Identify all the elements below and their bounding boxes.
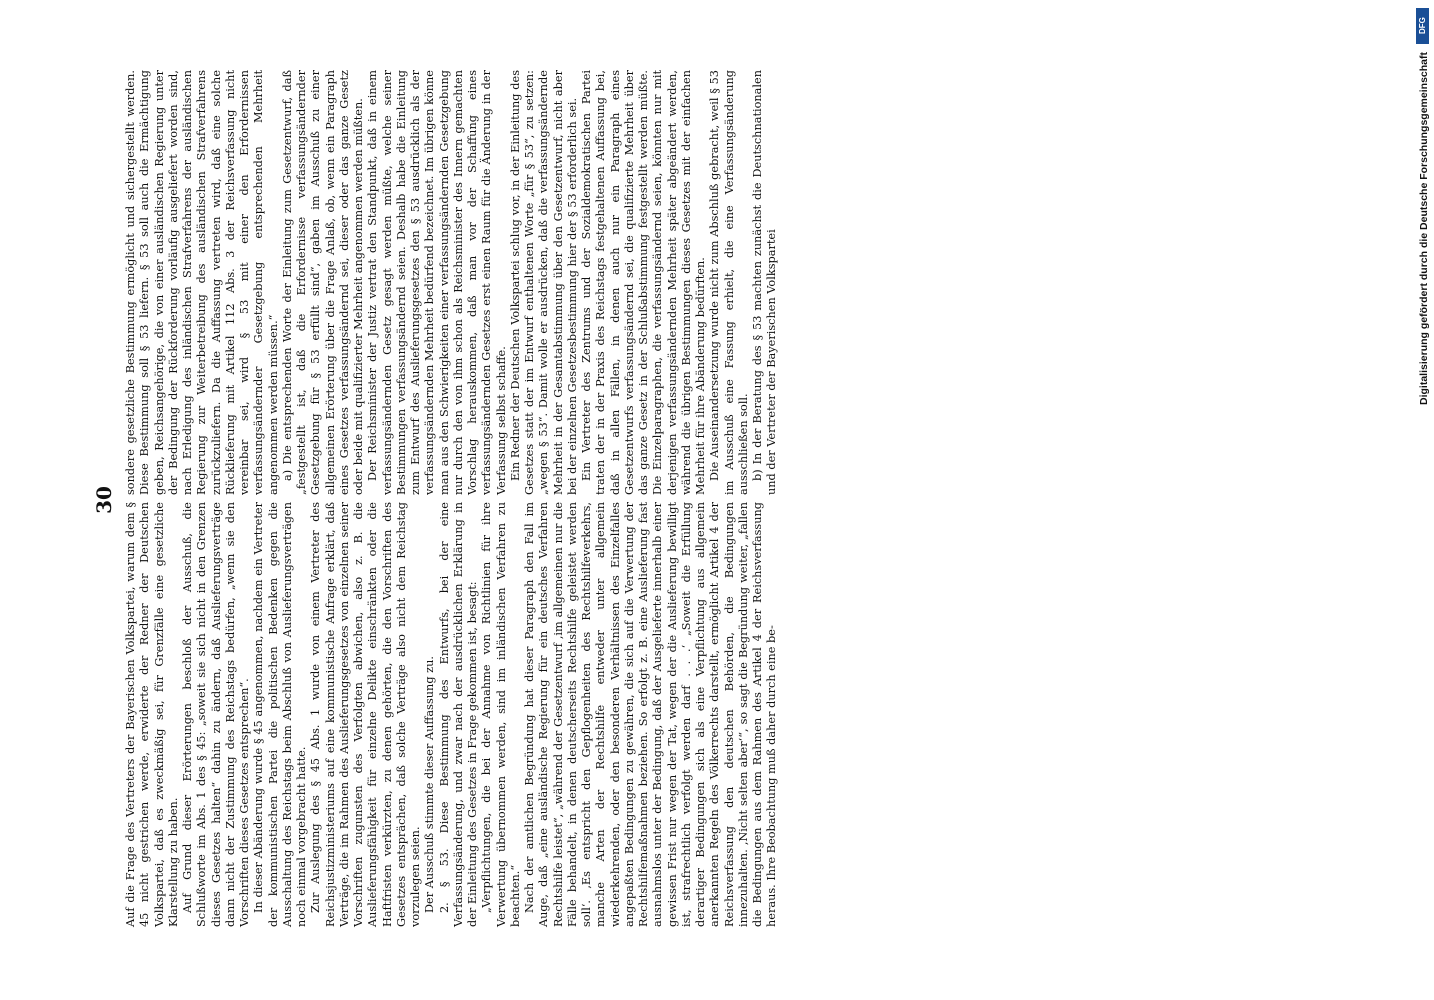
paragraph: b) In der Beratung des § 53 machten zunächst die Deutschnationalen und der Vertreter der Bayerischen Volkspartei [751, 70, 779, 495]
paragraph: Zur Auslegung des § 45 Abs. 1 wurde von einem Vertreter des Reichsjustizministeriums auf eine kommunistische Anfrage erklärt, daß Verträge, die im Rahmen des Auslieferungsgesetzes von einzelnen seiner Vorschriften zugunsten des Verfolgten abwichen, also z. B. die Auslieferungsfähigkeit für einzelne Delikte einschränkten oder die Haftfristen verkürzten, zu denen gehörten, die den Vorschriften des Gesetzes entsprächen, daß solche Verträge also nicht dem Reichstag vorzulegen seien. [309, 502, 422, 927]
right-text-column [124, 70, 780, 495]
paragraph: Nach der amtlichen Begründung hat dieser Paragraph den Fall im Auge, daß „eine ausländische Regierung für ein deutsches Verfahren Rechtshilfe leistet“, „während der Gesetzentwurf ‚im allgemeinen nur die Fälle behandelt, in denen deutscherseits Rechtshilfe geleistet werden soll‘. ‚Es entspricht den Gepflogenheiten des Rechtshilfeverkehrs, manche Arten der Rechtshilfe entweder unter allgemein wiederkehrenden, oder den besonderen Verhältnissen des Einzelfalles angepaßten Bedingungen zu gewähren, die sich auf die Verwertung der Rechtshilfemaßnahmen beziehen. So erfolgt z. B. eine Auslieferung fast ausnahmslos unter der Bedingung, daß der Ausgelieferte innerhalb einer gewissen Frist nur wegen der Tat, wegen der die Auslieferung bewilligt ist, strafrechtlich verfolgt werden darf . . .‘ „Soweit die Erfüllung derartiger Bedingungen sich als eine Verpflichtung aus allgemein anerkannten Regeln des Völkerrechts darstellt, ermöglicht Artikel 4 der Reichsverfassung den deutschen Behörden, die Bedingungen innezuhalten. ‚Nicht selten aber‘“, so sagt die Begründung weiter, „fallen die Bedingungen aus dem Rahmen des Artikel 4 der Reichsverfassung heraus. Ihre Beobachtung muß daher durch eine be- [523, 502, 779, 927]
dfg-logo: DFG [1416, 8, 1429, 44]
paragraph: Die Auseinandersetzung wurde nicht zum Abschluß gebracht, weil § 53 im Ausschuß eine Fassung erhielt, die eine Verfassungsänderung ausschließen soll. [708, 70, 750, 495]
paragraph: Der Ausschuß stimmte dieser Auffassung zu. [423, 656, 437, 913]
paragraph: In dieser Abänderung wurde § 45 angenommen, nachdem ein Vertreter der kommunistischen Partei die politischen Bedenken gegen die Ausschaltung des Reichstags beim Abschluß von Auslieferungsverträgen noch einmal vorgebracht hatte. [252, 502, 308, 927]
paragraph: Ein Vertreter des Zentrums und der Sozialdemokratischen Partei traten der in der Praxis des Reichstags festgehaltenen Auffassung bei, daß in allen Fällen, in denen auch nur ein Paragraph eines Gesetzentwurfs verfassungsändernd sei, die qualifizierte Mehrheit über das ganze Gesetz in der Schlußabstimmung festgestellt werden müßte. Die Einzelparagraphen, die verfassungsändernd seien, könnten nur mit derjenigen verfassungsändernden Mehrheit später abgeändert werden, während die übrigen Bestimmungen dieses Gesetzes mit der einfachen Mehrheit für ihre Abänderung bedürften. [580, 70, 707, 495]
paragraph: 2. § 53. Diese Bestimmung des Entwurfs, bei der eine Verfassungsänderung, und zwar nach der ausdrücklichen Erklärung in der Einleitung des Gesetzes in Frage gekommen ist, besagt: [437, 502, 479, 927]
page-number: 30 [92, 486, 116, 514]
quote-paragraph: „Verpflichtungen, die bei der Annahme von Richtlinien für ihre Verwertung übernommen werden, sind im inländischen Verfahren zu beachten.“ [480, 502, 522, 927]
paragraph: sondere gesetzliche Bestimmung ermöglicht und sichergestellt werden. Diese Bestimmung soll § 53 liefern. § 53 soll auch die Ermächtigung geben, Reichsangehörige, die von einer ausländischen Regierung unter der Bedingung der Rückforderung vorläufig ausgeliefert worden sind, nach Erledigung des inländischen Strafverfahrens der ausländischen Regierung zur Weiterbetreibung des ausländischen Strafverfahrens zurückzuliefern. Da die Auffassung vertreten wird, daß eine solche Rücklieferung mit Artikel 112 Abs. 3 der Reichsverfassung nicht vereinbar sei, wird § 53 mit einer den Erfordernissen verfassungsändernder Gesetzgebung entsprechenden Mehrheit angenommen werden müssen.“ [124, 70, 280, 495]
paragraph: Ein Redner der Deutschen Volkspartei schlug vor, in der Einleitung des Gesetzes statt der im Entwurf enthaltenen Worte „für § 53“, zu setzen: „wegen § 53“. Damit wolle er ausdrücken, daß die verfassungsändernde Mehrheit in der Gesamtabstimmung über den Gesetzentwurf, nicht aber bei der einzelnen Gesetzesbestimmung hier der § 53 erforderlich sei. [508, 70, 579, 495]
paragraph: Auf Grund dieser Erörterungen beschloß der Ausschuß, die Schlußworte im Abs. 1 des § 45: „soweit sie sich nicht in den Grenzen dieses Gesetzes halten“ dahin zu ändern, daß Auslieferungsverträge dann nicht der Zustimmung des Reichstags bedürfen, „wenn sie den Vorschriften dieses Gesetzes entsprechen“. [181, 502, 251, 927]
paragraph: Auf die Frage des Vertreters der Bayerischen Volkspartei, warum dem § 45 nicht gestrichen werde, erwiderte der Redner der Deutschen Volkspartei, daß es zweckmäßig sei, für Grenzfälle eine gesetzliche Klarstellung zu haben. [124, 502, 180, 927]
paragraph: Der Reichsminister der Justiz vertrat den Standpunkt, daß in einem verfassungsändernden Gesetz gesagt werden müßte, welche seiner Bestimmungen verfassungsändernd seien. Deshalb habe die Einleitung zum Entwurf des Auslieferungsgesetzes den § 53 ausdrücklich als der verfassungsändernden Mehrheit bedürfend bezeichnet. Im übrigen könne man aus den Schwierigkeiten einer verfassungsändernden Gesetzgebung nur durch den von ihm schon als Reichsminister des Innern gemachten Vorschlag herauskommen, daß man vor der Schaffung eines verfassungsändernden Gesetzes erst einen Raum für die Änderung in der Verfassung selbst schaffe. [366, 70, 508, 495]
left-text-column [124, 502, 780, 927]
paragraph: a) Die entsprechenden Worte der Einleitung zum Gesetzentwurf, daß „festgestellt ist, daß die Erfordernisse verfassungsändernder Gesetzgebung für § 53 erfüllt sind“, gaben im Ausschuß zu einer allgemeinen Erörterung über die Frage Anlaß, ob, wenn ein Paragraph eines Gesetzes verfassungsändernd sei, dieser oder das ganze Gesetz oder beide mit qualifizierter Mehrheit angenommen werden müßten. [280, 70, 365, 495]
funding-credit: Digitalisierung gefördert durch die Deutsche Forschungsgemeinschaft [1418, 52, 1430, 405]
